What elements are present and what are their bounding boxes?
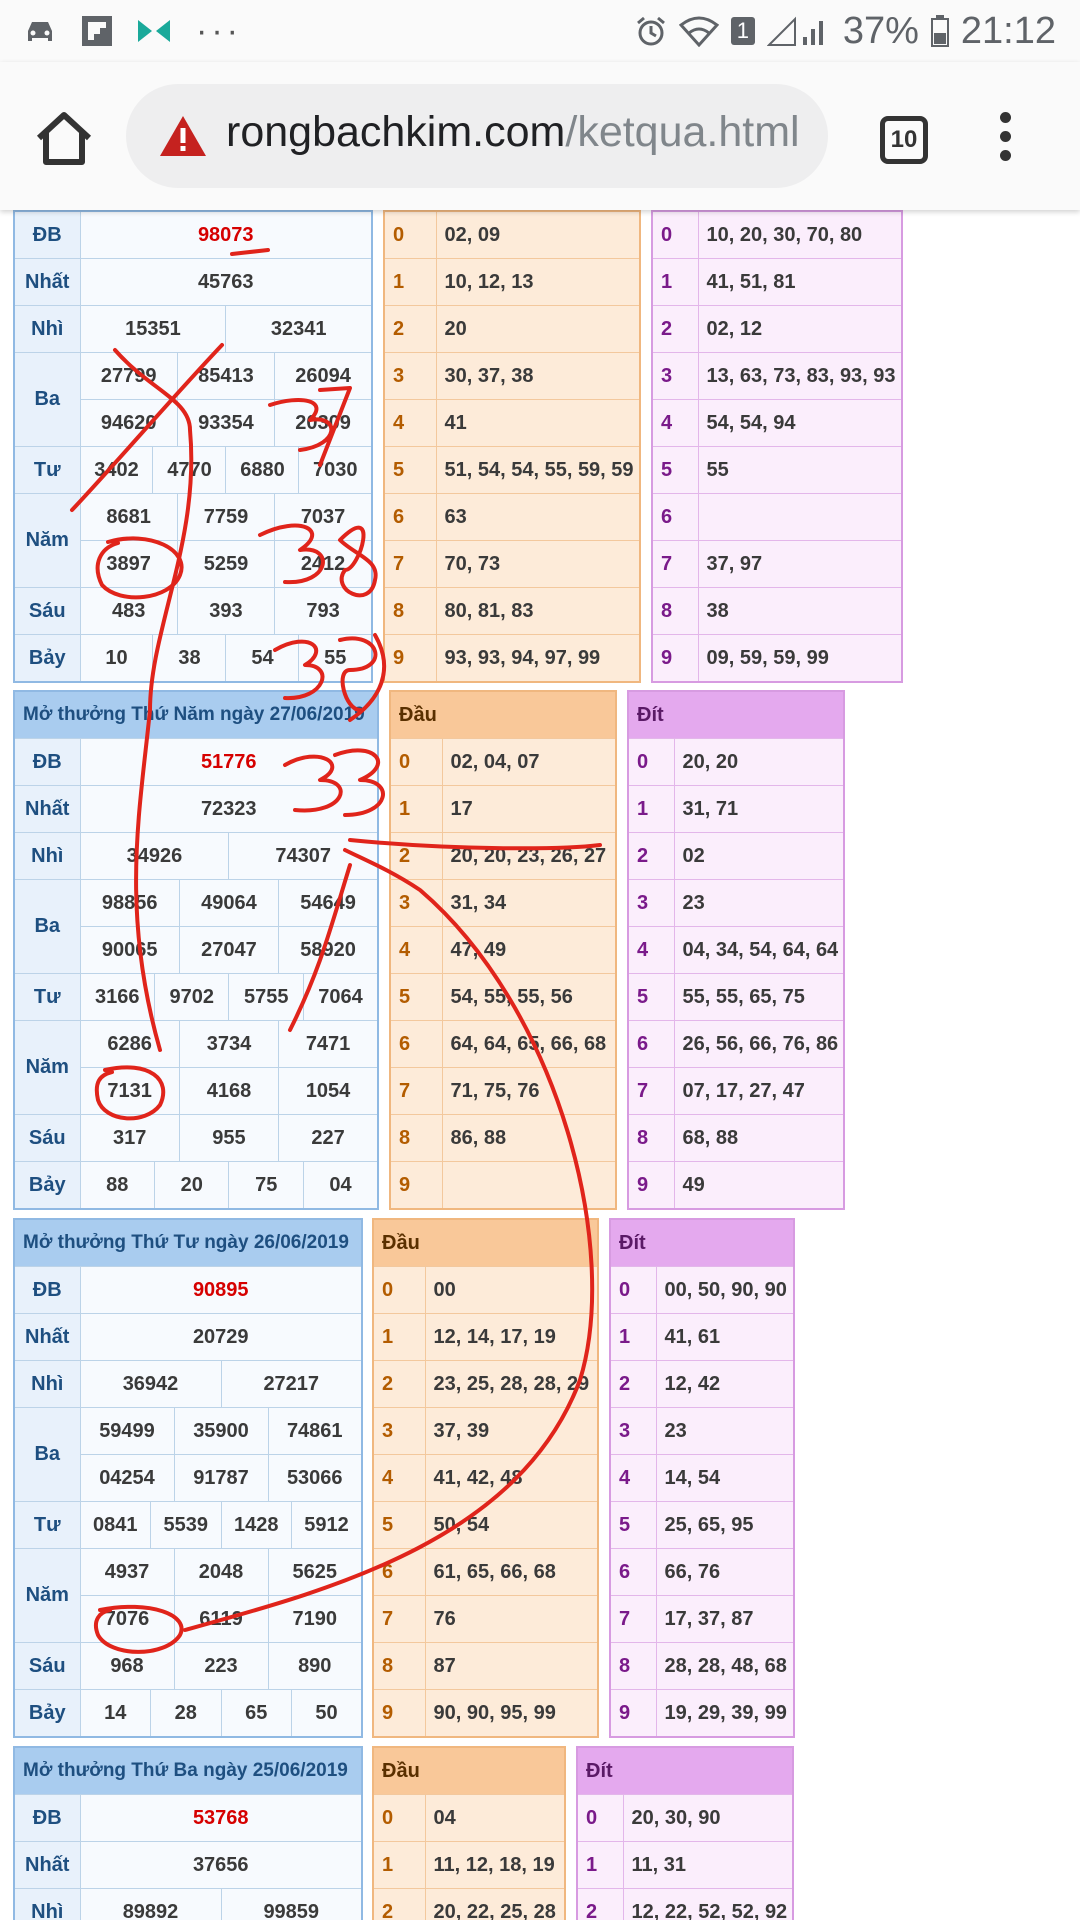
digit-key: 3 bbox=[610, 1408, 656, 1455]
digit-key: 9 bbox=[373, 1690, 425, 1738]
digit-key: 0 bbox=[652, 211, 698, 259]
digit-key: 9 bbox=[628, 1162, 674, 1210]
result-table bbox=[13, 1746, 363, 1920]
prize-ba: 59499 bbox=[80, 1408, 174, 1455]
prize-bay: 75 bbox=[229, 1162, 303, 1210]
dau-value: 02, 04, 07 bbox=[442, 739, 616, 786]
prize-nam: 4168 bbox=[179, 1068, 278, 1115]
dit-value: 55 bbox=[698, 447, 902, 494]
more-dots-icon: ··· bbox=[196, 12, 242, 50]
prize-nam: 3897 bbox=[80, 541, 177, 588]
prize-bay: 38 bbox=[153, 635, 226, 683]
prize-tu: 7030 bbox=[299, 447, 372, 494]
prize-ba: 26094 bbox=[275, 353, 372, 400]
dit-value: 31, 71 bbox=[674, 786, 844, 833]
dau-value: 00 bbox=[425, 1267, 598, 1314]
dau-value: 76 bbox=[425, 1596, 598, 1643]
prize-bay: 50 bbox=[292, 1690, 363, 1738]
digit-key: 2 bbox=[384, 306, 436, 353]
dit-value: 55, 55, 65, 75 bbox=[674, 974, 844, 1021]
digit-key: 9 bbox=[610, 1690, 656, 1738]
prize-nhat: 45763 bbox=[80, 259, 372, 306]
dit-value: 04, 34, 54, 64, 64 bbox=[674, 927, 844, 974]
dau-value: 70, 73 bbox=[436, 541, 640, 588]
car-icon bbox=[24, 17, 56, 45]
prize-ba: 27047 bbox=[179, 927, 278, 974]
url-bar[interactable] bbox=[126, 84, 828, 188]
digit-key: 6 bbox=[628, 1021, 674, 1068]
home-icon[interactable] bbox=[34, 110, 94, 166]
label-nhi: Nhì bbox=[14, 833, 80, 880]
dit-value: 25, 65, 95 bbox=[656, 1502, 794, 1549]
dit-value: 38 bbox=[698, 588, 902, 635]
label-db: ĐB bbox=[14, 1795, 80, 1842]
prize-bay: 04 bbox=[303, 1162, 378, 1210]
draw-title: Mở thưởng Thứ Năm ngày 27/06/2019 bbox=[14, 691, 378, 739]
prize-db: 98073 bbox=[80, 211, 372, 259]
prize-tu: 6880 bbox=[226, 447, 299, 494]
prize-bay: 55 bbox=[299, 635, 372, 683]
prize-ba: 90065 bbox=[80, 927, 179, 974]
digit-key: 5 bbox=[390, 974, 442, 1021]
dit-value bbox=[698, 494, 902, 541]
digit-key: 5 bbox=[373, 1502, 425, 1549]
digit-key: 4 bbox=[652, 400, 698, 447]
dit-value: 02 bbox=[674, 833, 844, 880]
prize-nam: 3734 bbox=[179, 1021, 278, 1068]
digit-key: 9 bbox=[384, 635, 436, 683]
dau-value: 41, 42, 48 bbox=[425, 1455, 598, 1502]
dau-header: Đầu bbox=[390, 691, 616, 739]
dau-header: Đầu bbox=[373, 1219, 598, 1267]
url-path: /ketqua.html bbox=[565, 108, 800, 156]
dau-value: 47, 49 bbox=[442, 927, 616, 974]
wifi-icon bbox=[679, 15, 719, 47]
sim-icon: 1 bbox=[731, 17, 755, 45]
result-table bbox=[13, 690, 379, 1210]
dau-value: 30, 37, 38 bbox=[436, 353, 640, 400]
dau-value: 61, 65, 66, 68 bbox=[425, 1549, 598, 1596]
label-nhi: Nhì bbox=[14, 306, 80, 353]
prize-sau: 793 bbox=[275, 588, 372, 635]
prize-nhi: 32341 bbox=[226, 306, 372, 353]
dit-value: 66, 76 bbox=[656, 1549, 794, 1596]
digit-key: 3 bbox=[384, 353, 436, 400]
dau-value: 54, 55, 55, 56 bbox=[442, 974, 616, 1021]
tab-switcher-button[interactable]: 10 bbox=[880, 116, 928, 164]
prize-nam: 7131 bbox=[80, 1068, 179, 1115]
prize-tu: 3402 bbox=[80, 447, 153, 494]
digit-key: 2 bbox=[628, 833, 674, 880]
dit-value: 54, 54, 94 bbox=[698, 400, 902, 447]
url-text[interactable] bbox=[226, 108, 800, 157]
label-nam: Năm bbox=[14, 1549, 80, 1643]
digit-key: 2 bbox=[373, 1889, 425, 1920]
label-bay: Bảy bbox=[14, 1162, 80, 1210]
prize-sau: 483 bbox=[80, 588, 177, 635]
dit-value: 14, 54 bbox=[656, 1455, 794, 1502]
status-bar bbox=[0, 0, 1080, 62]
dau-value: 51, 54, 54, 55, 59, 59 bbox=[436, 447, 640, 494]
dau-value: 37, 39 bbox=[425, 1408, 598, 1455]
dau-value: 10, 12, 13 bbox=[436, 259, 640, 306]
label-nhat: Nhất bbox=[14, 786, 80, 833]
prize-tu: 4770 bbox=[153, 447, 226, 494]
digit-key: 1 bbox=[373, 1314, 425, 1361]
label-nam: Năm bbox=[14, 494, 80, 588]
digit-key: 6 bbox=[390, 1021, 442, 1068]
dau-value: 20, 22, 25, 28 bbox=[425, 1889, 565, 1920]
digit-key: 6 bbox=[610, 1549, 656, 1596]
prize-nam: 6286 bbox=[80, 1021, 179, 1068]
prize-db: 90895 bbox=[80, 1267, 362, 1314]
prize-ba: 85413 bbox=[177, 353, 274, 400]
prize-ba: 74861 bbox=[268, 1408, 362, 1455]
prize-sau: 223 bbox=[174, 1643, 268, 1690]
digit-key: 5 bbox=[652, 447, 698, 494]
digit-key: 7 bbox=[384, 541, 436, 588]
digit-key: 7 bbox=[628, 1068, 674, 1115]
prize-nhi: 27217 bbox=[221, 1361, 362, 1408]
prize-sau: 955 bbox=[179, 1115, 278, 1162]
prize-nam: 5625 bbox=[268, 1549, 362, 1596]
digit-key: 3 bbox=[628, 880, 674, 927]
digit-key: 7 bbox=[610, 1596, 656, 1643]
prize-ba: 58920 bbox=[279, 927, 378, 974]
digit-key: 9 bbox=[390, 1162, 442, 1210]
digit-key: 2 bbox=[373, 1361, 425, 1408]
prize-ba: 98856 bbox=[80, 880, 179, 927]
dau-value: 12, 14, 17, 19 bbox=[425, 1314, 598, 1361]
digit-key: 7 bbox=[373, 1596, 425, 1643]
dau-value: 02, 09 bbox=[436, 211, 640, 259]
prize-ba: 35900 bbox=[174, 1408, 268, 1455]
dit-value: 12, 42 bbox=[656, 1361, 794, 1408]
prize-nam: 7076 bbox=[80, 1596, 174, 1643]
label-nam: Năm bbox=[14, 1021, 80, 1115]
prize-nhat: 72323 bbox=[80, 786, 378, 833]
prize-bay: 88 bbox=[80, 1162, 154, 1210]
label-db: ĐB bbox=[14, 1267, 80, 1314]
prize-tu: 3166 bbox=[80, 974, 154, 1021]
dit-value: 19, 29, 39, 99 bbox=[656, 1690, 794, 1738]
dit-value: 17, 37, 87 bbox=[656, 1596, 794, 1643]
digit-key: 1 bbox=[390, 786, 442, 833]
label-db: ĐB bbox=[14, 211, 80, 259]
digit-key: 1 bbox=[373, 1842, 425, 1889]
dau-value: 86, 88 bbox=[442, 1115, 616, 1162]
draw-title: Mở thưởng Thứ Ba ngày 25/06/2019 bbox=[14, 1747, 362, 1795]
digit-key: 0 bbox=[373, 1795, 425, 1842]
digit-key: 2 bbox=[390, 833, 442, 880]
dau-value: 11, 12, 18, 19 bbox=[425, 1842, 565, 1889]
dau-value: 31, 34 bbox=[442, 880, 616, 927]
dit-value: 49 bbox=[674, 1162, 844, 1210]
digit-key: 5 bbox=[628, 974, 674, 1021]
label-tu: Tư bbox=[14, 974, 80, 1021]
label-sau: Sáu bbox=[14, 1643, 80, 1690]
prize-ba: 53066 bbox=[268, 1455, 362, 1502]
dit-value: 07, 17, 27, 47 bbox=[674, 1068, 844, 1115]
label-bay: Bảy bbox=[14, 635, 80, 683]
digit-key: 1 bbox=[628, 786, 674, 833]
result-table bbox=[13, 1218, 363, 1738]
label-db: ĐB bbox=[14, 739, 80, 786]
prize-nam: 4937 bbox=[80, 1549, 174, 1596]
url-domain: rongbachkim.com bbox=[226, 108, 566, 156]
digit-key: 0 bbox=[384, 211, 436, 259]
dit-value: 28, 28, 48, 68 bbox=[656, 1643, 794, 1690]
prize-nam: 2048 bbox=[174, 1549, 268, 1596]
dau-value: 64, 64, 65, 66, 68 bbox=[442, 1021, 616, 1068]
label-bay: Bảy bbox=[14, 1690, 80, 1738]
dau-header: Đầu bbox=[373, 1747, 565, 1795]
page-content bbox=[0, 210, 1080, 1920]
dau-value: 20 bbox=[436, 306, 640, 353]
label-tu: Tư bbox=[14, 1502, 80, 1549]
dau-value: 63 bbox=[436, 494, 640, 541]
prize-ba: 91787 bbox=[174, 1455, 268, 1502]
dit-table bbox=[609, 1218, 795, 1738]
digit-key: 8 bbox=[390, 1115, 442, 1162]
digit-key: 3 bbox=[652, 353, 698, 400]
prize-ba: 04254 bbox=[80, 1455, 174, 1502]
digit-key: 8 bbox=[373, 1643, 425, 1690]
dit-table bbox=[651, 210, 903, 683]
digit-key: 0 bbox=[628, 739, 674, 786]
digit-key: 1 bbox=[652, 259, 698, 306]
prize-nhat: 20729 bbox=[80, 1314, 362, 1361]
prize-ba: 94620 bbox=[80, 400, 177, 447]
prize-ba: 27799 bbox=[80, 353, 177, 400]
prize-sau: 227 bbox=[279, 1115, 378, 1162]
dau-value: 23, 25, 28, 28, 29 bbox=[425, 1361, 598, 1408]
battery-icon bbox=[931, 15, 949, 47]
prize-sau: 393 bbox=[177, 588, 274, 635]
prize-db: 51776 bbox=[80, 739, 378, 786]
label-nhat: Nhất bbox=[14, 259, 80, 306]
alarm-icon bbox=[635, 15, 667, 47]
dau-table bbox=[372, 1746, 566, 1920]
digit-key: 6 bbox=[384, 494, 436, 541]
dau-value: 04 bbox=[425, 1795, 565, 1842]
prize-nam: 7759 bbox=[177, 494, 274, 541]
prize-ba: 54649 bbox=[279, 880, 378, 927]
label-nhi: Nhì bbox=[14, 1361, 80, 1408]
dau-value: 20, 20, 23, 26, 27 bbox=[442, 833, 616, 880]
digit-key: 8 bbox=[628, 1115, 674, 1162]
warning-icon[interactable] bbox=[158, 114, 208, 158]
dit-value: 12, 22, 52, 52, 92 bbox=[623, 1889, 793, 1920]
dit-value: 09, 59, 59, 99 bbox=[698, 635, 902, 683]
prize-bay: 10 bbox=[80, 635, 153, 683]
digit-key: 4 bbox=[610, 1455, 656, 1502]
dau-value: 80, 81, 83 bbox=[436, 588, 640, 635]
digit-key: 8 bbox=[652, 588, 698, 635]
dau-table bbox=[383, 210, 641, 683]
label-nhi: Nhì bbox=[14, 1889, 80, 1920]
browser-toolbar bbox=[0, 62, 1080, 210]
prize-tu: 1428 bbox=[221, 1502, 292, 1549]
dit-table bbox=[576, 1746, 794, 1920]
dit-table bbox=[627, 690, 845, 1210]
signal-icon bbox=[767, 15, 831, 47]
prize-tu: 9702 bbox=[154, 974, 228, 1021]
prize-ba: 93354 bbox=[177, 400, 274, 447]
battery-percent: 37% bbox=[842, 9, 919, 52]
dit-value: 20, 30, 90 bbox=[623, 1795, 793, 1842]
prize-sau: 890 bbox=[268, 1643, 362, 1690]
dau-value: 41 bbox=[436, 400, 640, 447]
digit-key: 4 bbox=[628, 927, 674, 974]
dit-value: 41, 51, 81 bbox=[698, 259, 902, 306]
prize-sau: 317 bbox=[80, 1115, 179, 1162]
prize-bay: 14 bbox=[80, 1690, 151, 1738]
prize-nhi: 34926 bbox=[80, 833, 229, 880]
label-tu: Tư bbox=[14, 447, 80, 494]
prize-nhi: 36942 bbox=[80, 1361, 221, 1408]
digit-key: 4 bbox=[373, 1455, 425, 1502]
dit-header: Đít bbox=[610, 1219, 794, 1267]
digit-key: 3 bbox=[390, 880, 442, 927]
prize-tu: 5755 bbox=[229, 974, 303, 1021]
digit-key: 4 bbox=[390, 927, 442, 974]
prize-sau: 968 bbox=[80, 1643, 174, 1690]
digit-key: 8 bbox=[610, 1643, 656, 1690]
dau-table bbox=[389, 690, 617, 1210]
digit-key: 0 bbox=[577, 1795, 623, 1842]
digit-key: 5 bbox=[610, 1502, 656, 1549]
prize-nam: 6119 bbox=[174, 1596, 268, 1643]
browser-menu-icon[interactable] bbox=[996, 112, 1014, 164]
prize-ba: 49064 bbox=[179, 880, 278, 927]
digit-key: 7 bbox=[390, 1068, 442, 1115]
prize-ba: 20309 bbox=[275, 400, 372, 447]
prize-nhi: 74307 bbox=[229, 833, 378, 880]
prize-tu: 0841 bbox=[80, 1502, 151, 1549]
dit-value: 13, 63, 73, 83, 93, 93 bbox=[698, 353, 902, 400]
prize-db: 53768 bbox=[80, 1795, 362, 1842]
label-ba: Ba bbox=[14, 880, 80, 974]
prize-tu: 5912 bbox=[292, 1502, 363, 1549]
prize-tu: 7064 bbox=[303, 974, 378, 1021]
digit-key: 3 bbox=[373, 1408, 425, 1455]
digit-key: 5 bbox=[384, 447, 436, 494]
label-ba: Ba bbox=[14, 1408, 80, 1502]
digit-key: 1 bbox=[384, 259, 436, 306]
prize-nhi: 89892 bbox=[80, 1889, 221, 1920]
dau-table bbox=[372, 1218, 599, 1738]
prize-nam: 1054 bbox=[279, 1068, 378, 1115]
label-nhat: Nhất bbox=[14, 1314, 80, 1361]
flipboard-icon bbox=[82, 16, 112, 46]
digit-key: 1 bbox=[577, 1842, 623, 1889]
dau-value: 50, 54 bbox=[425, 1502, 598, 1549]
digit-key: 0 bbox=[390, 739, 442, 786]
prize-bay: 54 bbox=[226, 635, 299, 683]
label-ba: Ba bbox=[14, 353, 80, 447]
digit-key: 9 bbox=[652, 635, 698, 683]
dau-value: 17 bbox=[442, 786, 616, 833]
digit-key: 0 bbox=[373, 1267, 425, 1314]
label-nhat: Nhất bbox=[14, 1842, 80, 1889]
prize-nhi: 99859 bbox=[221, 1889, 362, 1920]
prize-nam: 2412 bbox=[275, 541, 372, 588]
prize-tu: 5539 bbox=[151, 1502, 222, 1549]
dit-value: 20, 20 bbox=[674, 739, 844, 786]
digit-key: 7 bbox=[652, 541, 698, 588]
clock-time: 21:12 bbox=[960, 9, 1056, 52]
dau-value bbox=[442, 1162, 616, 1210]
prize-bay: 20 bbox=[154, 1162, 228, 1210]
dit-value: 68, 88 bbox=[674, 1115, 844, 1162]
prize-nam: 7471 bbox=[279, 1021, 378, 1068]
dau-value: 71, 75, 76 bbox=[442, 1068, 616, 1115]
dit-value: 00, 50, 90, 90 bbox=[656, 1267, 794, 1314]
label-sau: Sáu bbox=[14, 588, 80, 635]
bowtie-app-icon bbox=[138, 20, 170, 42]
dit-value: 37, 97 bbox=[698, 541, 902, 588]
dit-value: 02, 12 bbox=[698, 306, 902, 353]
result-table bbox=[13, 210, 373, 683]
digit-key: 2 bbox=[652, 306, 698, 353]
label-sau: Sáu bbox=[14, 1115, 80, 1162]
digit-key: 1 bbox=[610, 1314, 656, 1361]
digit-key: 2 bbox=[577, 1889, 623, 1920]
digit-key: 8 bbox=[384, 588, 436, 635]
dit-value: 26, 56, 66, 76, 86 bbox=[674, 1021, 844, 1068]
draw-title: Mở thưởng Thứ Tư ngày 26/06/2019 bbox=[14, 1219, 362, 1267]
dit-header: Đít bbox=[628, 691, 844, 739]
dau-value: 87 bbox=[425, 1643, 598, 1690]
digit-key: 4 bbox=[384, 400, 436, 447]
dau-value: 90, 90, 95, 99 bbox=[425, 1690, 598, 1738]
dit-value: 23 bbox=[656, 1408, 794, 1455]
dit-header: Đít bbox=[577, 1747, 793, 1795]
prize-nhat: 37656 bbox=[80, 1842, 362, 1889]
dau-value: 93, 93, 94, 97, 99 bbox=[436, 635, 640, 683]
prize-bay: 65 bbox=[221, 1690, 292, 1738]
digit-key: 6 bbox=[652, 494, 698, 541]
prize-nam: 7037 bbox=[275, 494, 372, 541]
prize-nam: 8681 bbox=[80, 494, 177, 541]
digit-key: 2 bbox=[610, 1361, 656, 1408]
prize-bay: 28 bbox=[151, 1690, 222, 1738]
digit-key: 6 bbox=[373, 1549, 425, 1596]
prize-nam: 7190 bbox=[268, 1596, 362, 1643]
prize-nhi: 15351 bbox=[80, 306, 226, 353]
dit-value: 23 bbox=[674, 880, 844, 927]
dit-value: 10, 20, 30, 70, 80 bbox=[698, 211, 902, 259]
digit-key: 0 bbox=[610, 1267, 656, 1314]
dit-value: 11, 31 bbox=[623, 1842, 793, 1889]
prize-nam: 5259 bbox=[177, 541, 274, 588]
dit-value: 41, 61 bbox=[656, 1314, 794, 1361]
